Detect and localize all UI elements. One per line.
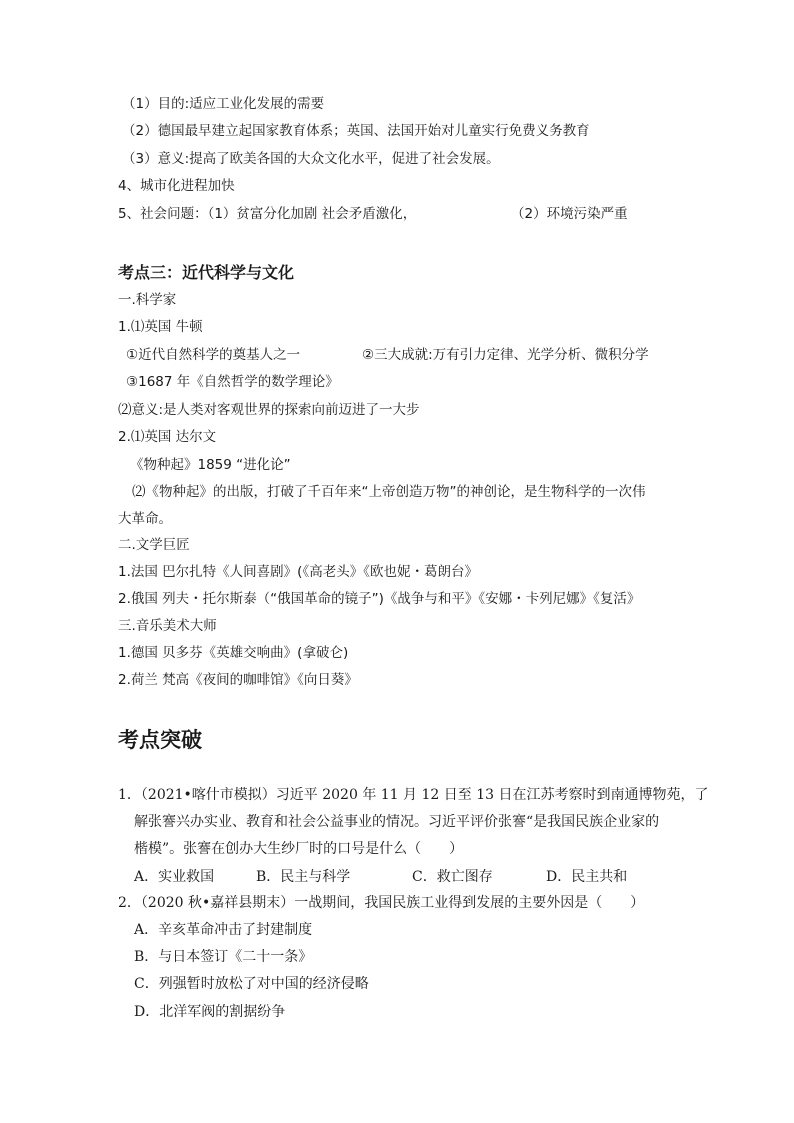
q2-option-d[interactable]: D．北洋军阀的割据纷争 — [134, 1004, 286, 1020]
q1-option-b[interactable]: B．民主与科学 — [256, 869, 351, 885]
newton-point2: ②三大成就:万有引力定律、光学分析、微积分学 — [362, 347, 649, 363]
q2-option-b[interactable]: B．与日本签订《二十一条》 — [134, 949, 313, 965]
music-heading: 三.音乐美术大师 — [118, 618, 217, 634]
darwin-meaning-line1: ⑵《物种起》的出版，打破了千百年来“上帝创造万物”的神创论，是生物科学的一次伟 — [132, 484, 646, 500]
q1-line1: 1．（2021•喀什市模拟）习近平 2020 年 11 月 12 日至 13 日在江苏考察时到南通博物苑，了 — [118, 787, 709, 803]
q2-option-c[interactable]: C．列强暂时放松了对中国的经济侵略 — [134, 976, 369, 992]
q2-stem: 2．（2020 秋•嘉祥县期末）一战期间，我国民族工业得到发展的主要外因是（ ） — [118, 895, 645, 911]
beethoven: 1.德国 贝多芬《英雄交响曲》(拿破仑) — [118, 645, 349, 661]
section3-title: 考点三：近代科学与文化 — [118, 263, 295, 282]
tolstoy: 2.俄国 列夫・托尔斯泰（“俄国革命的镜子”)《战争与和平》《安娜・卡列尼娜》《复活》 — [118, 591, 641, 607]
newton-meaning: ⑵意义:是人类对客观世界的探索向前迈进了一大步 — [118, 402, 420, 418]
literature-heading: 二.文学巨匠 — [118, 537, 190, 553]
vangogh: 2.荷兰 梵高《夜间的咖啡馆》《向日葵》 — [118, 672, 358, 688]
q1-line3: 楷模”。张謇在创办大生纱厂时的口号是什么（ ） — [134, 841, 464, 857]
q2-option-a[interactable]: A．辛亥革命冲击了封建制度 — [134, 922, 313, 938]
newton-point3: ③1687 年《自然哲学的数学理论》 — [126, 374, 339, 390]
newton-point1: ①近代自然科学的奠基人之一 — [126, 347, 301, 363]
scientists-heading: 一.科学家 — [118, 292, 177, 308]
q1-option-d[interactable]: D．民主共和 — [546, 869, 628, 885]
balzac: 1.法国 巴尔扎特《人间喜剧》(《高老头》《欧也妮・葛朗台》 — [118, 564, 478, 580]
newton: 1.⑴英国 牛顿 — [118, 319, 203, 335]
darwin-book: 《物种起》1859 “进化论” — [130, 457, 291, 473]
edu-purpose: （1）目的:适应工业化发展的需要 — [122, 96, 325, 112]
edu-germany: （2）德国最早建立起国家教育体系；英国、法国开始对儿童实行免费义务教育 — [122, 123, 590, 139]
breakthrough-title: 考点突破 — [118, 728, 202, 752]
edu-meaning: （3）意义:提高了欧美各国的大众文化水平，促进了社会发展。 — [122, 151, 500, 167]
darwin: 2.⑴英国 达尔文 — [118, 429, 217, 445]
q1-option-c[interactable]: C．救亡图存 — [412, 869, 493, 885]
q1-option-a[interactable]: A．实业救国 — [134, 869, 215, 885]
darwin-meaning-line2: 大革命。 — [118, 511, 172, 527]
urbanization: 4、城市化进程加快 — [118, 178, 235, 194]
social-issues: 5、社会问题：（1）贫富分化加剧 社会矛盾激化， — [118, 206, 417, 222]
social-pollution: （2）环境污染严重 — [511, 206, 628, 222]
q1-line2: 解张謇兴办实业、教育和社会公益事业的情况。习近平评价张謇“是我国民族企业家的 — [134, 814, 660, 830]
